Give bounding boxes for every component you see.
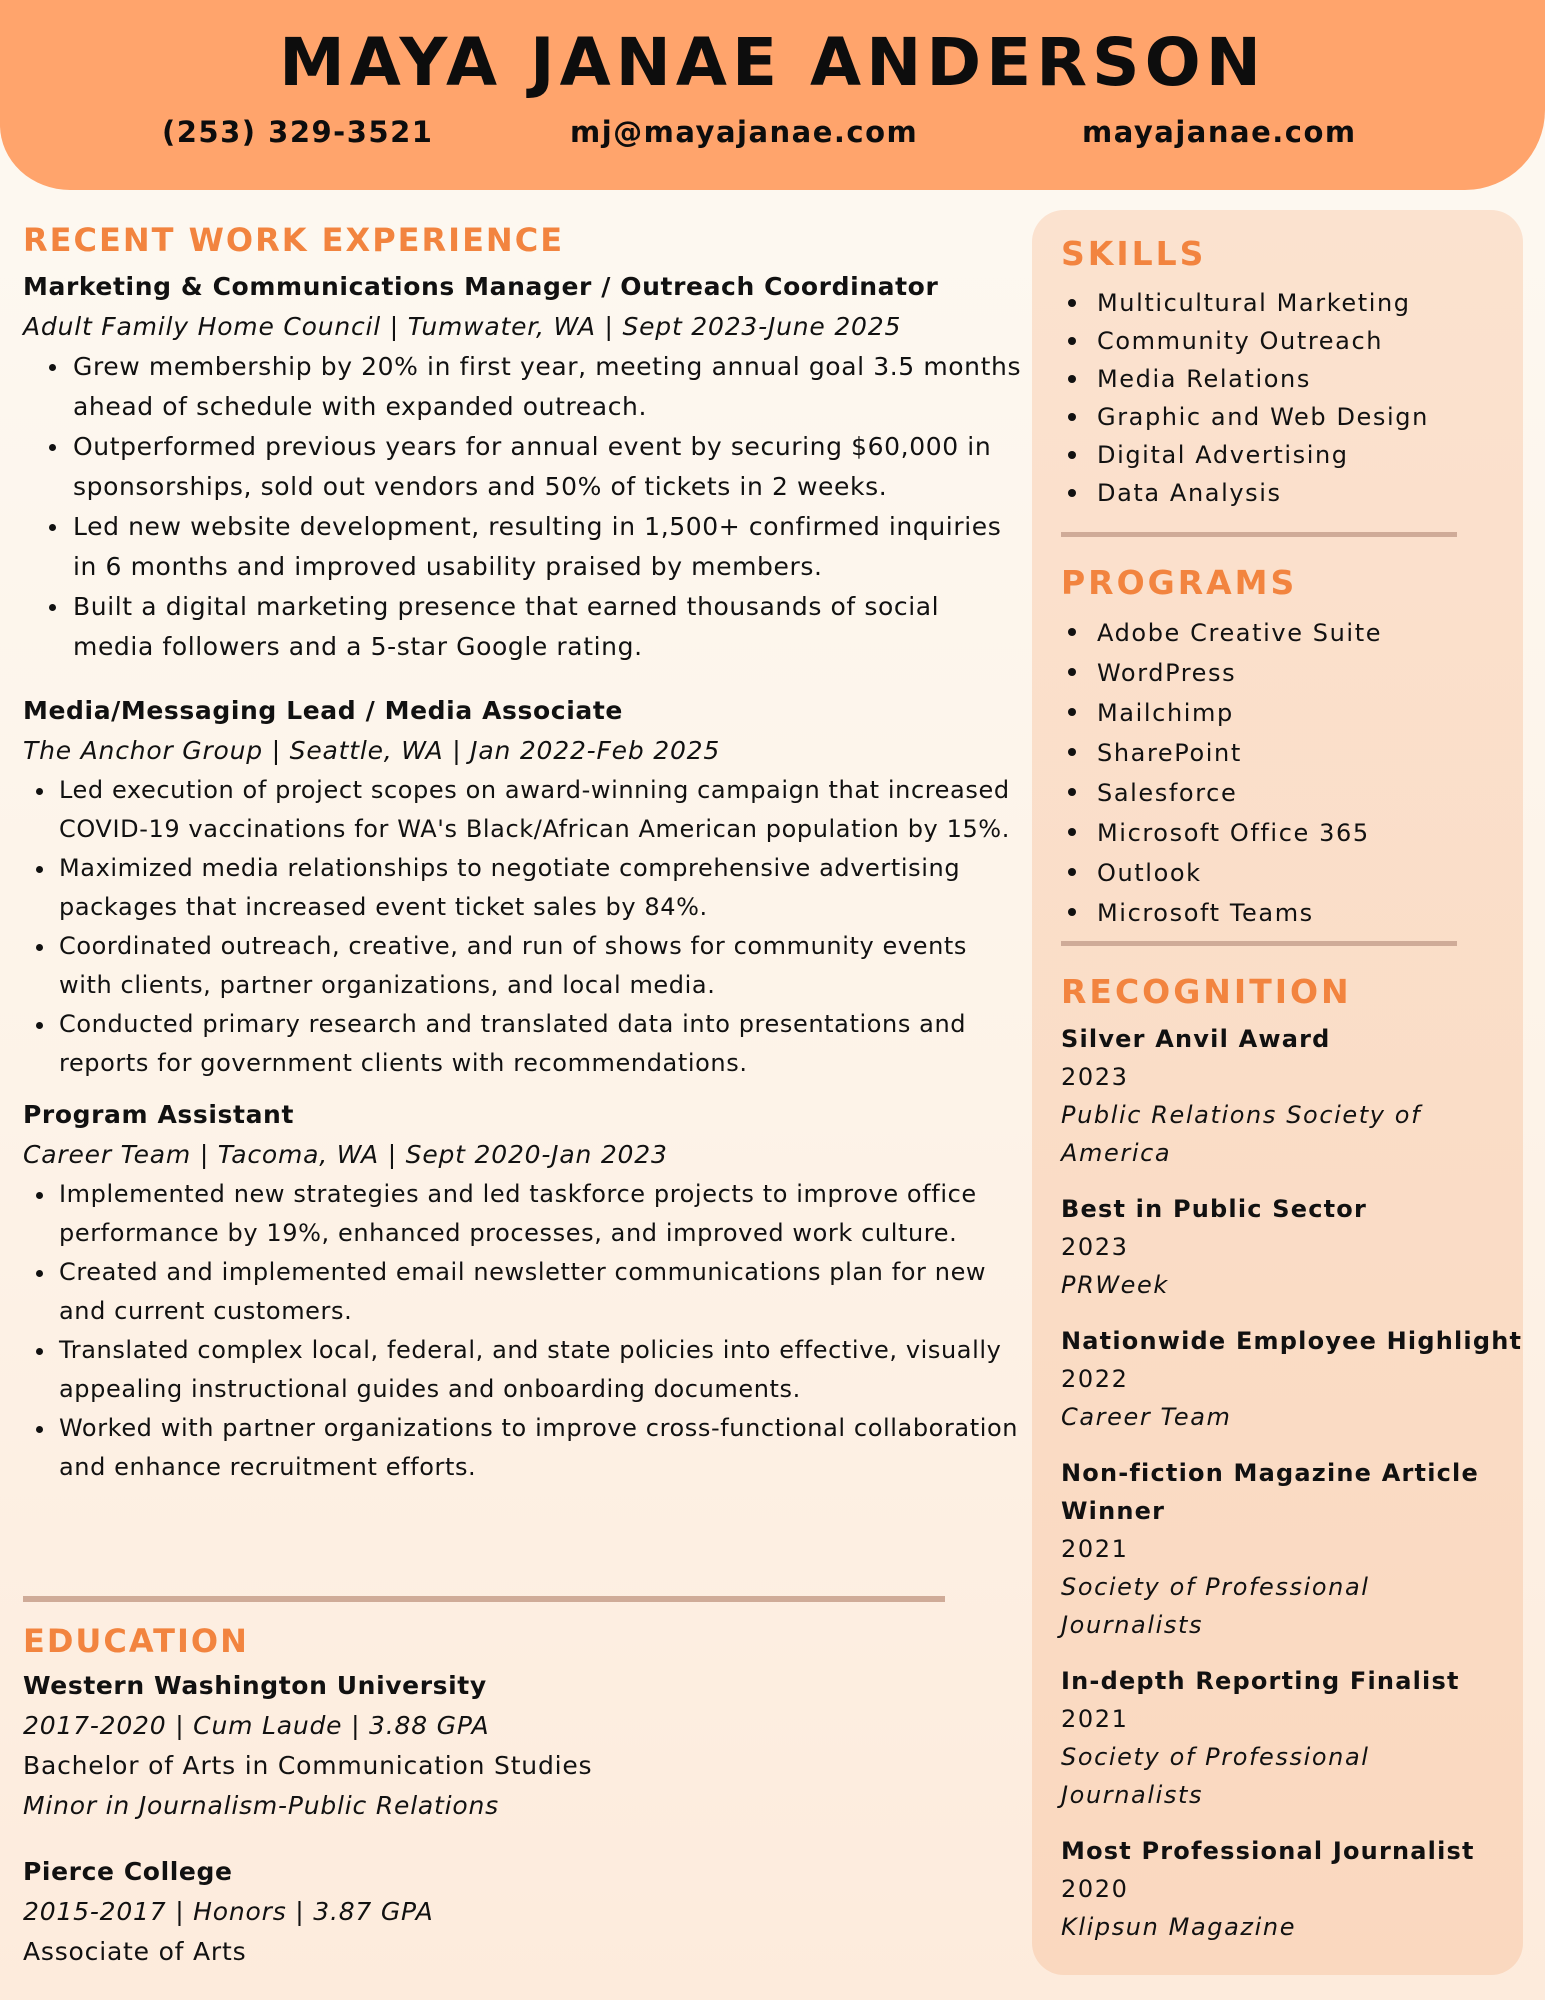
school-meta: 2017-2020 | Cum Laude | 3.88 GPA <box>23 1711 490 1740</box>
program-item: Outlook <box>1061 853 1523 893</box>
job-title: Program Assistant <box>23 1100 295 1129</box>
bullet-item: Implemented new strategies and led taskforce projects to improve office performance by 19%, enhanced processes, and improved work culture. <box>23 1175 1023 1253</box>
section-divider <box>23 1596 945 1602</box>
award-entry <box>1061 1322 1523 1436</box>
school-meta: 2015-2017 | Honors | 3.87 GPA <box>23 1897 434 1926</box>
school-minor: Minor in Journalism-Public Relations <box>23 1791 499 1820</box>
award-entry <box>1061 1454 1523 1644</box>
skill-item: Data Analysis <box>1061 474 1523 512</box>
job-entry <box>23 691 1023 1083</box>
candidate-name: MAYA JANAE ANDERSON <box>279 24 1266 101</box>
school-name: Pierce College <box>23 1857 233 1886</box>
program-item: Salesforce <box>1061 773 1523 813</box>
award-year: 2021 <box>1061 1535 1129 1563</box>
award-year: 2022 <box>1061 1365 1129 1393</box>
award-name: Non-fiction Magazine Article Winner <box>1061 1459 1479 1525</box>
job-title: Media/Messaging Lead / Media Associate <box>23 696 623 725</box>
award-year: 2023 <box>1061 1063 1129 1091</box>
education-section <box>23 1616 1023 1972</box>
skills-list <box>1061 284 1523 512</box>
job-meta: Adult Family Home Council | Tumwater, WA | Sept 2023-June 2025 <box>23 312 902 341</box>
award-org: Society of Professional Journalists <box>1061 1743 1370 1809</box>
school-entry <box>23 1852 1023 1972</box>
school-degree: Bachelor of Arts in Communication Studies <box>23 1751 593 1780</box>
award-entry <box>1061 1832 1523 1946</box>
award-entry <box>1061 1020 1523 1172</box>
program-item: Mailchimp <box>1061 693 1523 733</box>
program-item: Microsoft Office 365 <box>1061 813 1523 853</box>
bullet-item: Created and implemented email newsletter communications plan for new and current customers. <box>23 1253 1023 1331</box>
award-name: Best in Public Sector <box>1061 1195 1368 1223</box>
bullet-item: Led new website development, resulting in 1,500+ confirmed inquiries in 6 months and improved usability praised by members. <box>23 507 1023 587</box>
job-bullets <box>23 1175 1023 1487</box>
bullet-item: Grew membership by 20% in first year, meeting annual goal 3.5 months ahead of schedule with expanded outreach. <box>23 347 1023 427</box>
job-bullets <box>23 771 1023 1083</box>
program-item: SharePoint <box>1061 733 1523 773</box>
award-name: In-depth Reporting Finalist <box>1061 1667 1460 1695</box>
award-entry <box>1061 1190 1523 1304</box>
main-column <box>23 215 1023 1487</box>
bullet-item: Coordinated outreach, creative, and run of shows for community events with clients, partner organizations, and local media. <box>23 927 1023 1005</box>
school-degree: Associate of Arts <box>23 1937 247 1966</box>
job-title: Marketing & Communications Manager / Outreach Coordinator <box>23 272 939 301</box>
bullet-item: Conducted primary research and translated data into presentations and reports for government clients with recommendations. <box>23 1005 1023 1083</box>
job-meta: Career Team | Tacoma, WA | Sept 2020-Jan 2023 <box>23 1140 668 1169</box>
award-name: Nationwide Employee Highlight <box>1061 1327 1523 1355</box>
bullet-item: Translated complex local, federal, and state policies into effective, visually appealing instructional guides and onboarding documents. <box>23 1331 1023 1409</box>
school-name: Western Washington University <box>23 1671 487 1700</box>
award-name: Most Professional Journalist <box>1061 1837 1475 1865</box>
award-org: Career Team <box>1061 1403 1232 1431</box>
programs-heading: PROGRAMS <box>1061 563 1298 602</box>
sidebar-divider <box>1061 532 1457 537</box>
school-entry <box>23 1666 1023 1826</box>
bullet-item: Maximized media relationships to negotiate comprehensive advertising packages that increased event ticket sales by 84%. <box>23 849 1023 927</box>
award-year: 2020 <box>1061 1875 1129 1903</box>
award-org: PRWeek <box>1061 1271 1169 1299</box>
programs-list <box>1061 613 1523 933</box>
experience-heading: RECENT WORK EXPERIENCE <box>23 221 565 259</box>
program-item: Microsoft Teams <box>1061 893 1523 933</box>
job-entry <box>23 267 1023 667</box>
award-org: Public Relations Society of America <box>1061 1101 1422 1167</box>
phone-number[interactable]: (253) 329-3521 <box>162 115 434 149</box>
skills-heading: SKILLS <box>1061 234 1207 273</box>
email-link[interactable]: mj@mayajanae.com <box>570 115 919 149</box>
sidebar <box>1032 210 1523 1975</box>
skill-item: Graphic and Web Design <box>1061 398 1523 436</box>
award-name: Silver Anvil Award <box>1061 1025 1331 1053</box>
skill-item: Digital Advertising <box>1061 436 1523 474</box>
sidebar-divider <box>1061 941 1457 946</box>
skill-item: Multicultural Marketing <box>1061 284 1523 322</box>
job-meta: The Anchor Group | Seattle, WA | Jan 2022-Feb 2025 <box>23 736 721 765</box>
award-year: 2023 <box>1061 1233 1129 1261</box>
award-entry <box>1061 1662 1523 1814</box>
bullet-item: Worked with partner organizations to improve cross-functional collaboration and enhance recruitment efforts. <box>23 1409 1023 1487</box>
education-heading: EDUCATION <box>23 1622 249 1660</box>
recognition-heading: RECOGNITION <box>1061 972 1352 1011</box>
job-bullets <box>23 347 1023 667</box>
skill-item: Media Relations <box>1061 360 1523 398</box>
award-org: Society of Professional Journalists <box>1061 1573 1370 1639</box>
job-entry <box>23 1095 1023 1487</box>
award-year: 2021 <box>1061 1705 1129 1733</box>
award-org: Klipsun Magazine <box>1061 1913 1297 1941</box>
website-link[interactable]: mayajanae.com <box>1082 115 1357 149</box>
program-item: Adobe Creative Suite <box>1061 613 1523 653</box>
program-item: WordPress <box>1061 653 1523 693</box>
bullet-item: Led execution of project scopes on award-winning campaign that increased COVID-19 vaccinations for WA's Black/African American population by 15%. <box>23 771 1023 849</box>
bullet-item: Outperformed previous years for annual event by securing $60,000 in sponsorships, sold out vendors and 50% of tickets in 2 weeks. <box>23 427 1023 507</box>
bullet-item: Built a digital marketing presence that earned thousands of social media followers and a 5-star Google rating. <box>23 587 1023 667</box>
resume-header <box>0 0 1545 190</box>
skill-item: Community Outreach <box>1061 322 1523 360</box>
